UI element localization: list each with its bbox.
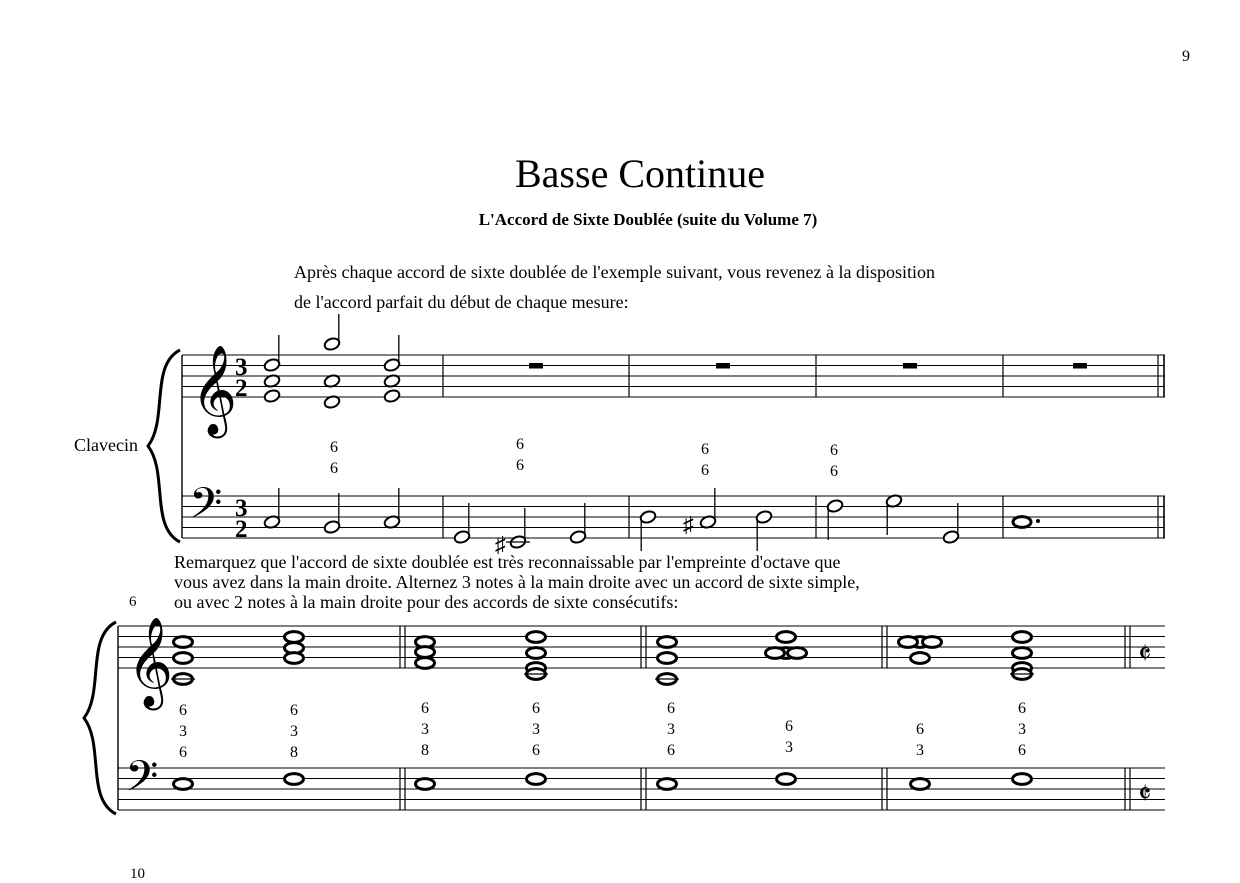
bass-whole-note <box>416 779 435 790</box>
bass-whole-note <box>777 774 796 785</box>
treble-whole-note <box>1013 648 1032 659</box>
treble-whole-note <box>1013 632 1032 643</box>
figured-bass-number: 6 <box>290 702 298 719</box>
figured-bass-number: 6 <box>785 718 793 735</box>
treble-whole-note <box>285 632 304 643</box>
figured-bass-number: 6 <box>830 442 838 459</box>
bass-whole-note <box>174 779 193 790</box>
page-subtitle: L'Accord de Sixte Doublée (suite du Volume 7) <box>478 210 818 229</box>
figured-bass-number: 6 <box>532 742 540 759</box>
figured-bass-number: 6 <box>330 460 338 477</box>
treble-whole-note <box>174 653 193 664</box>
measure-number-system2: 6 <box>129 594 137 610</box>
remark-line-2: vous avez dans la main droite. Alternez 3 notes à la main droite avec un accord de sixte simple, <box>174 572 860 592</box>
treble-clef: 𝄞 <box>127 618 174 705</box>
treble-time-signature-top: 3 <box>235 354 248 381</box>
treble-whole-note <box>766 648 785 659</box>
treble-whole-note <box>923 637 942 648</box>
system2-brace <box>84 622 116 814</box>
sharp-sign: ♯ <box>495 532 506 557</box>
figured-bass-number: 6 <box>179 702 187 719</box>
treble-whole-note <box>416 658 435 669</box>
treble-whole-note <box>527 648 546 659</box>
treble-whole-note <box>416 647 435 658</box>
bass-whole-note <box>527 774 546 785</box>
treble-whole-note <box>777 632 796 643</box>
whole-rest <box>903 363 917 369</box>
figured-bass-number: 6 <box>1018 700 1026 717</box>
treble-clef: 𝄞 <box>191 346 238 433</box>
figured-bass-number: 3 <box>916 742 924 759</box>
treble-whole-note <box>658 637 677 648</box>
whole-rest <box>1073 363 1087 369</box>
figured-bass-number: 3 <box>179 723 187 740</box>
dotted-whole-note <box>1013 517 1031 528</box>
augmentation-dot <box>1036 519 1040 523</box>
figured-bass-number: 6 <box>516 436 524 453</box>
treble-whole-note <box>285 653 304 664</box>
figured-bass-number: 6 <box>830 463 838 480</box>
intro-line-1: Après chaque accord de sixte doublée de l'exemple suivant, vous revenez à la disposition <box>294 262 936 282</box>
figured-bass-number: 3 <box>785 739 793 756</box>
intro-line-2: de l'accord parfait du début de chaque mesure: <box>294 292 629 312</box>
treble-whole-note <box>658 653 677 664</box>
figured-bass-number: 6 <box>701 462 709 479</box>
bass-whole-note <box>285 774 304 785</box>
treble-whole-note <box>911 653 930 664</box>
figured-bass-number: 6 <box>532 700 540 717</box>
treble-chord-note <box>383 389 401 404</box>
figured-bass-number: 6 <box>1018 742 1026 759</box>
figured-bass-number: 8 <box>290 744 298 761</box>
figured-bass-number: 6 <box>421 700 429 717</box>
measure-number-system3: 10 <box>130 866 145 882</box>
figured-bass-number: 3 <box>421 721 429 738</box>
figured-bass-number: 6 <box>667 742 675 759</box>
whole-rest <box>529 363 543 369</box>
treble-whole-note <box>788 648 807 659</box>
figured-bass-number: 6 <box>516 457 524 474</box>
bass-time-signature-top: 3 <box>235 495 248 522</box>
bass-time-signature-bottom: 2 <box>235 516 248 543</box>
bass-clef: 𝄢 <box>125 754 159 811</box>
treble-whole-note <box>899 637 918 648</box>
remark-line-1: Remarquez que l'accord de sixte doublée est très reconnaissable par l'empreinte d'octave que <box>174 552 841 572</box>
treble-chord-note <box>263 389 281 404</box>
treble-time-signature-bottom: 2 <box>235 375 248 402</box>
page-number: 9 <box>1182 48 1190 65</box>
bass-whole-note <box>658 779 677 790</box>
cut-time-sign: 𝄵 <box>1138 778 1152 811</box>
figured-bass-number: 6 <box>667 700 675 717</box>
bass-whole-note <box>911 779 930 790</box>
figured-bass-number: 6 <box>701 441 709 458</box>
figured-bass-number: 3 <box>1018 721 1026 738</box>
remark-line-3: ou avec 2 notes à la main droite pour des accords de sixte consécutifs: <box>174 592 679 612</box>
whole-rest <box>716 363 730 369</box>
figured-bass-number: 6 <box>916 721 924 738</box>
treble-whole-note <box>527 632 546 643</box>
sharp-sign: ♯ <box>683 512 694 537</box>
instrument-label: Clavecin <box>74 435 138 455</box>
figured-bass-number: 3 <box>667 721 675 738</box>
figured-bass-number: 3 <box>532 721 540 738</box>
bass-whole-note <box>1013 774 1032 785</box>
figured-bass-number: 3 <box>290 723 298 740</box>
bass-clef: 𝄢 <box>189 481 223 538</box>
system1-brace <box>148 350 180 542</box>
figured-bass-number: 8 <box>421 742 429 759</box>
cut-time-sign: 𝄵 <box>1138 638 1152 671</box>
treble-whole-note <box>174 637 193 648</box>
page-title: Basse Continue <box>515 151 765 196</box>
figured-bass-number: 6 <box>330 439 338 456</box>
figured-bass-number: 6 <box>179 744 187 761</box>
